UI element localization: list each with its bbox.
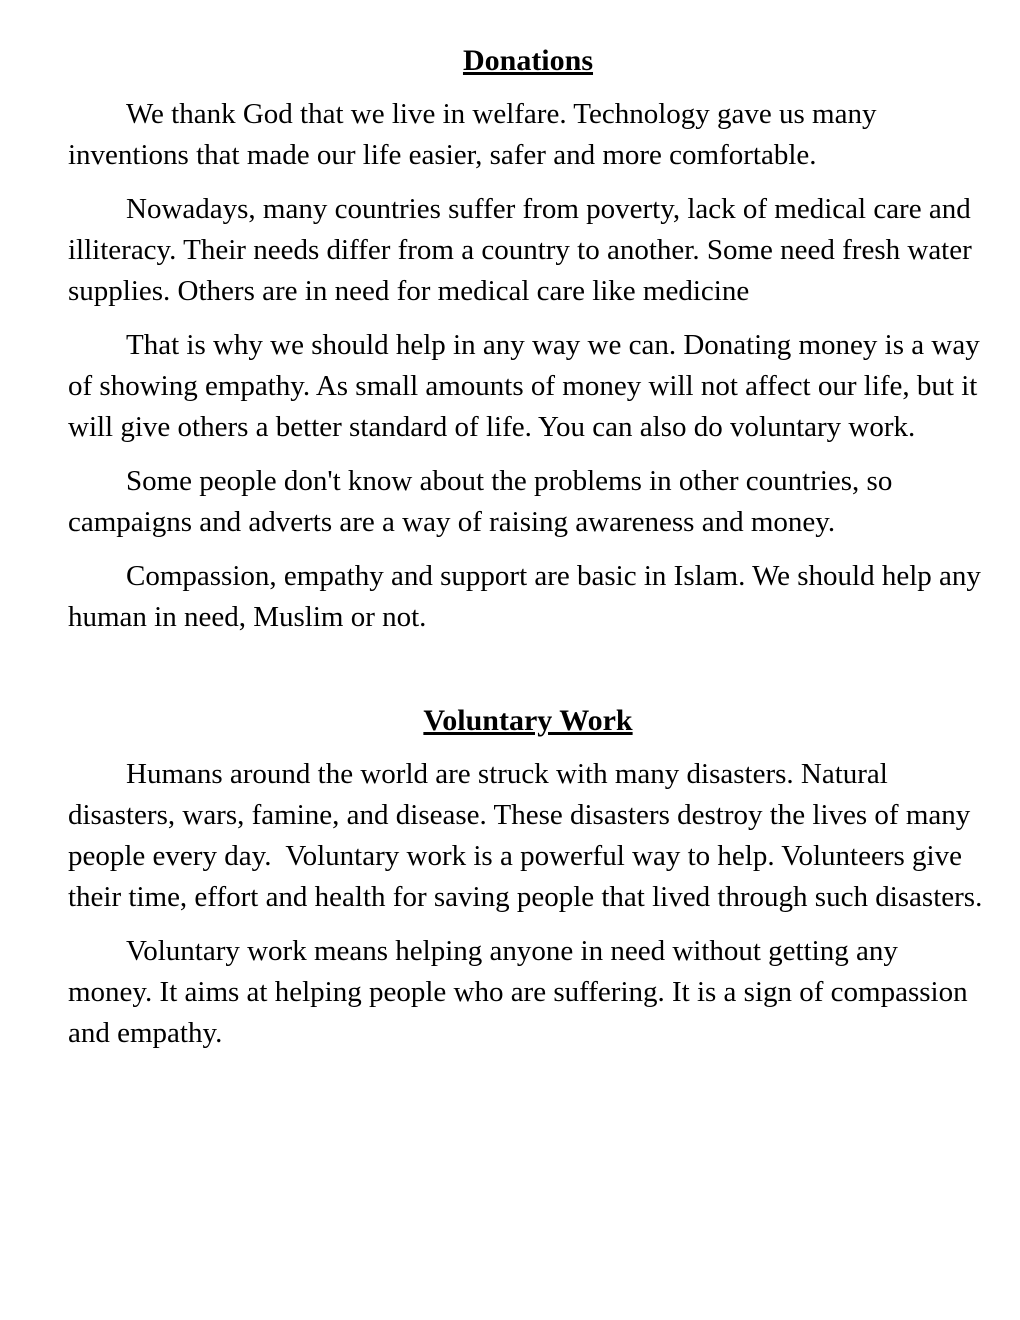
paragraph: We thank God that we live in welfare. Technology gave us many inventions that made our life easier, safer and more comfortable. (68, 98, 884, 171)
paragraph: Nowadays, many countries suffer from poverty, lack of medical care and illiteracy. Their needs differ from a country to another. Some need fresh water supplies. Others are in need for medical care like medicine (68, 193, 980, 307)
paragraph: Humans around the world are struck with many disasters. Natural disasters, wars, famine, and disease. These disasters destroy the lives of many people every day. Voluntary work is a powerful way to help. Volunteers give their time, effort and health for saving people that lived through such disasters. (68, 758, 983, 913)
heading-donations: Donations (462, 44, 594, 77)
section-donations (68, 40, 988, 638)
heading-voluntary-work: Voluntary Work (423, 704, 633, 737)
paragraph: That is why we should help in any way we can. Donating money is a way of showing empathy. As small amounts of money will not affect our life, but it will give others a better standard of life. You can also do voluntary work. (68, 329, 987, 443)
section-voluntary-work (68, 700, 988, 1054)
paragraph: Some people don't know about the problems in other countries, so campaigns and adverts are a way of raising awareness and money. (68, 465, 900, 538)
paragraph: Compassion, empathy and support are basic in Islam. We should help any human in need, Muslim or not. (68, 560, 989, 633)
paragraph: Voluntary work means helping anyone in need without getting any money. It aims at helping people who are suffering. It is a sign of compassion and empathy. (68, 935, 975, 1049)
